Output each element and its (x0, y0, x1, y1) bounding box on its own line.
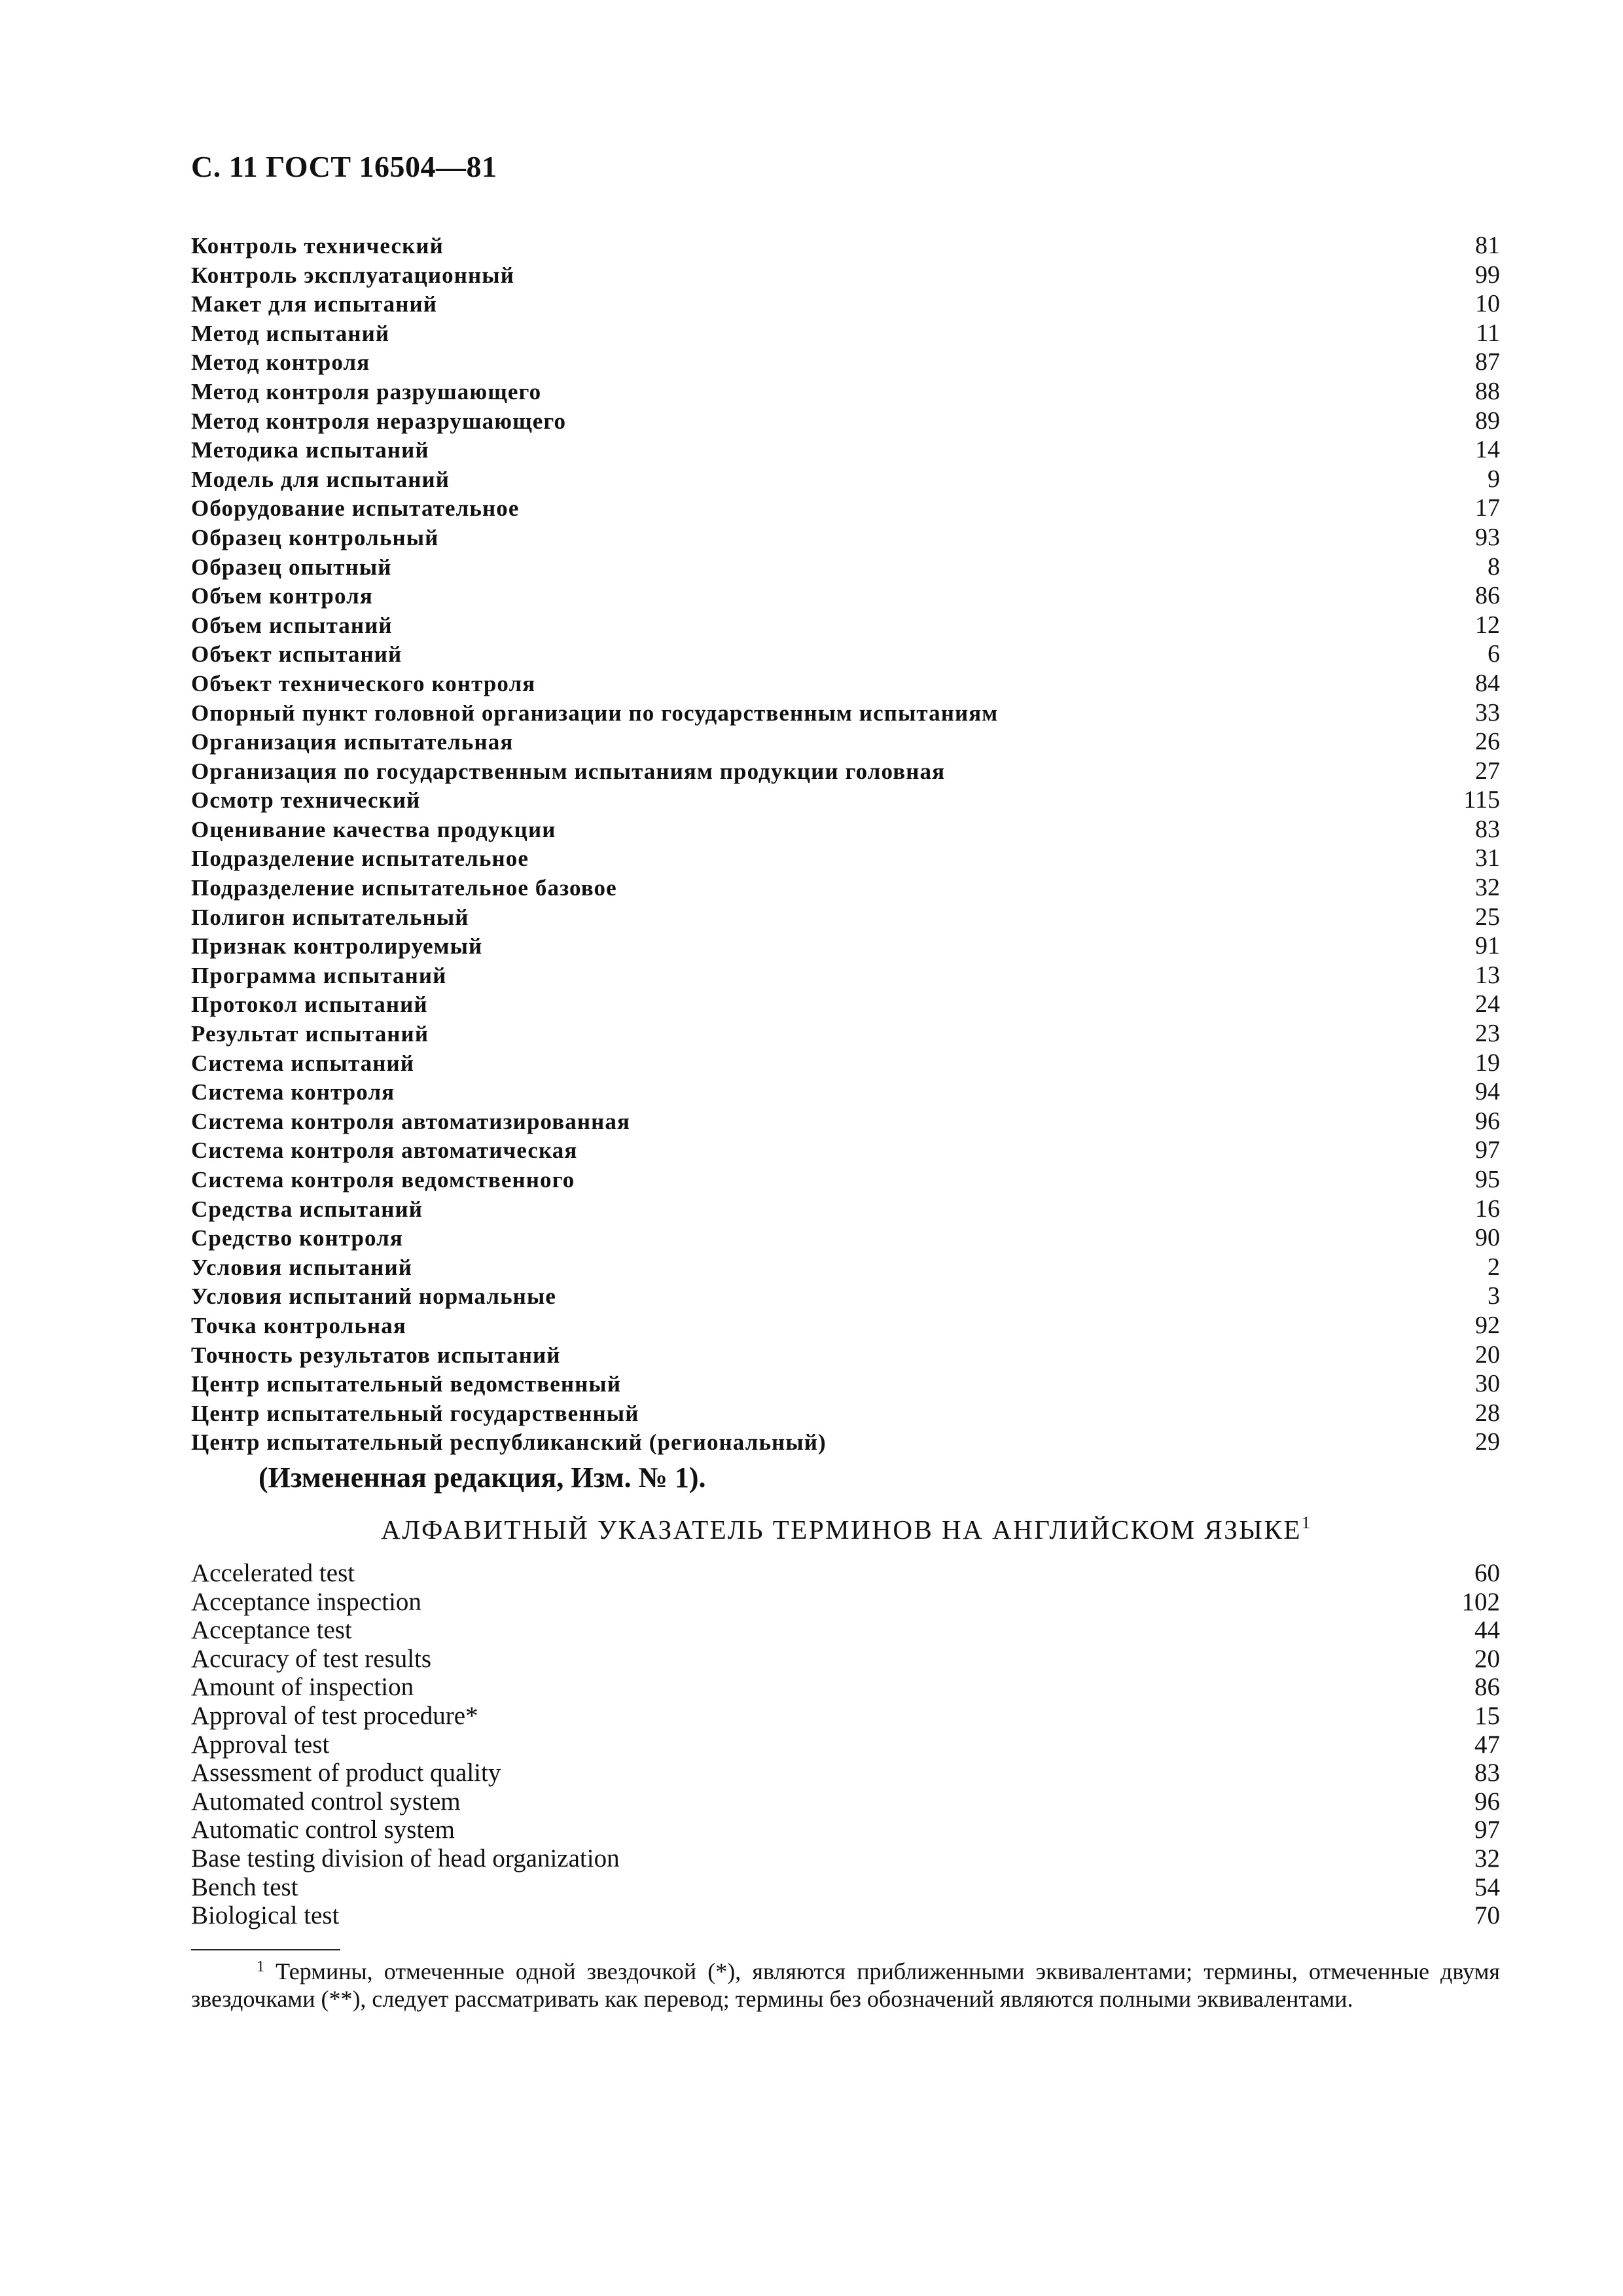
index-term-number: 10 (1475, 290, 1500, 318)
index-entry (191, 1223, 1500, 1253)
index-term: Система контроля (191, 1079, 395, 1105)
index-term-number: 11 (1476, 319, 1500, 347)
index-term: Опорный пункт головной организации по государственным испытаниям (191, 700, 999, 726)
index-term-number: 14 (1475, 436, 1500, 464)
index-term: Система испытаний (191, 1050, 415, 1076)
index-term: Bench test (191, 1873, 298, 1901)
index-term-number: 115 (1463, 786, 1500, 814)
index-entry (191, 1340, 1500, 1370)
index-entry (191, 1673, 1500, 1702)
index-term-number: 8 (1488, 552, 1500, 581)
index-term: Оборудование испытательное (191, 495, 520, 522)
index-entry (191, 611, 1500, 640)
index-entry (191, 727, 1500, 757)
index-entry (191, 1311, 1500, 1340)
index-term: Объем испытаний (191, 612, 393, 638)
index-entry (191, 1588, 1500, 1617)
index-entry (191, 289, 1500, 319)
index-entry (191, 552, 1500, 582)
index-entry (191, 961, 1500, 990)
index-term: Точность результатов испытаний (191, 1342, 561, 1368)
index-term: Центр испытательный государственный (191, 1400, 639, 1426)
index-entry (191, 1194, 1500, 1224)
index-term: Методика испытаний (191, 437, 429, 463)
index-term-number: 54 (1474, 1873, 1500, 1901)
footnote-reference-mark: 1 (1301, 1513, 1310, 1532)
index-term: Контроль эксплуатационный (191, 262, 514, 288)
index-term: Метод контроля неразрушающего (191, 408, 567, 434)
index-entry (191, 1427, 1500, 1457)
index-term-number: 13 (1475, 961, 1500, 989)
index-term-number: 93 (1475, 523, 1500, 551)
index-entry (191, 873, 1500, 903)
index-term: Модель для испытаний (191, 466, 450, 492)
index-entry (191, 757, 1500, 786)
index-term: Признак контролируемый (191, 933, 483, 960)
index-term: Контроль технический (191, 233, 444, 259)
english-index-title (191, 1513, 1500, 1545)
index-term-number: 88 (1475, 377, 1500, 405)
footnote-mark: 1 (257, 1958, 264, 1975)
index-entry (191, 1282, 1500, 1311)
index-term-number: 90 (1475, 1224, 1500, 1252)
index-entry (191, 903, 1500, 932)
index-term: Approval test (191, 1730, 330, 1759)
footnote-text: Термины, отмеченные одной звездочкой (*), являются приближенными эквивалентами; термины, отмеченные двумя звездочками (**), следует рассматривать как перевод; термины без обозначений являются полными эквивалентами. (191, 1958, 1500, 2012)
index-term-number: 97 (1474, 1816, 1500, 1844)
index-entry (191, 1787, 1500, 1816)
index-term: Условия испытаний нормальные (191, 1283, 557, 1310)
amendment-note: (Измененная редакция, Изм. № 1). (259, 1462, 706, 1494)
index-term: Точка контрольная (191, 1312, 406, 1338)
index-entry (191, 1136, 1500, 1165)
index-term: Организация по государственным испытаниям продукции головная (191, 758, 946, 784)
index-term: Средства испытаний (191, 1196, 423, 1222)
index-entry (191, 348, 1500, 377)
index-term: Amount of inspection (191, 1673, 414, 1702)
index-entry (191, 231, 1500, 260)
index-term-number: 17 (1475, 494, 1500, 522)
index-entry (191, 1077, 1500, 1107)
index-entry (191, 1731, 1500, 1759)
index-term-number: 2 (1488, 1253, 1500, 1281)
index-term-number: 28 (1475, 1399, 1500, 1427)
index-entry (191, 377, 1500, 406)
index-term: Центр испытательный республиканский (региональный) (191, 1429, 827, 1456)
index-term: Accuracy of test results (191, 1644, 432, 1673)
index-entry (191, 990, 1500, 1019)
index-entry (191, 319, 1500, 348)
index-term-number: 87 (1475, 348, 1500, 376)
index-entry (191, 1645, 1500, 1674)
index-term-number: 44 (1474, 1616, 1500, 1645)
index-term-number: 27 (1475, 757, 1500, 785)
index-entry (191, 523, 1500, 552)
index-term-number: 24 (1475, 990, 1500, 1018)
index-entry (191, 931, 1500, 961)
index-term-number: 86 (1474, 1673, 1500, 1702)
index-entry (191, 435, 1500, 465)
index-entry (191, 1616, 1500, 1645)
index-term: Средство контроля (191, 1225, 403, 1251)
index-term-number: 6 (1488, 640, 1500, 668)
index-entry (191, 1253, 1500, 1282)
index-term-number: 20 (1474, 1644, 1500, 1673)
index-entry (191, 1019, 1500, 1049)
index-term-number: 83 (1475, 815, 1500, 843)
index-term-number: 47 (1474, 1730, 1500, 1759)
index-term-number: 60 (1474, 1559, 1500, 1587)
index-term: Подразделение испытательное базовое (191, 875, 617, 901)
index-entry (191, 1165, 1500, 1194)
index-entry (191, 1702, 1500, 1731)
index-term-number: 96 (1474, 1787, 1500, 1816)
index-term: Acceptance test (191, 1616, 352, 1645)
index-term: Программа испытаний (191, 962, 447, 988)
index-entry (191, 1901, 1500, 1930)
index-term: Система контроля ведомственного (191, 1167, 575, 1193)
index-term-number: 86 (1475, 582, 1500, 610)
index-term-number: 9 (1488, 465, 1500, 493)
index-term-number: 15 (1474, 1701, 1500, 1730)
index-term-number: 32 (1475, 874, 1500, 902)
index-term-number: 92 (1475, 1311, 1500, 1339)
index-term-number: 33 (1475, 698, 1500, 726)
index-term: Центр испытательный ведомственный (191, 1371, 622, 1397)
index-term-number: 16 (1475, 1194, 1500, 1223)
index-term-number: 31 (1475, 844, 1500, 872)
index-term: Организация испытательная (191, 729, 514, 755)
index-entry (191, 639, 1500, 669)
index-term: Система контроля автоматизированная (191, 1108, 631, 1134)
index-term: Результат испытаний (191, 1021, 429, 1047)
index-term: Образец контрольный (191, 524, 439, 550)
index-term: Подразделение испытательное (191, 846, 529, 872)
index-term: Approval of test procedure* (191, 1701, 478, 1730)
index-entry (191, 1399, 1500, 1428)
index-entry (191, 815, 1500, 844)
index-term-number: 12 (1475, 611, 1500, 639)
index-entry (191, 785, 1500, 815)
index-term: Acceptance inspection (191, 1587, 421, 1616)
index-term: Полигон испытательный (191, 904, 469, 930)
index-term-number: 30 (1475, 1370, 1500, 1398)
index-term-number: 26 (1475, 728, 1500, 756)
index-term: Automatic control system (191, 1816, 455, 1844)
index-term: Biological test (191, 1901, 340, 1930)
index-entry (191, 1816, 1500, 1844)
english-index-title-text: АЛФАВИТНЫЙ УКАЗАТЕЛЬ ТЕРМИНОВ НА АНГЛИЙСКОМ ЯЗЫКЕ (381, 1515, 1302, 1545)
index-term: Объект технического контроля (191, 670, 536, 696)
index-term: Assessment of product quality (191, 1759, 501, 1787)
index-term-number: 89 (1475, 406, 1500, 435)
index-term: Объект испытаний (191, 641, 402, 668)
index-term-number: 94 (1475, 1078, 1500, 1106)
index-term-number: 91 (1475, 932, 1500, 960)
index-term-number: 81 (1475, 232, 1500, 259)
index-term-number: 29 (1475, 1428, 1500, 1456)
index-term: Условия испытаний (191, 1254, 412, 1280)
index-entry (191, 1049, 1500, 1078)
index-term-number: 70 (1474, 1901, 1500, 1930)
index-entry (191, 1873, 1500, 1902)
index-entry (191, 406, 1500, 436)
index-entry (191, 844, 1500, 873)
index-entry (191, 1844, 1500, 1873)
index-entry (191, 1759, 1500, 1787)
index-term-number: 83 (1474, 1759, 1500, 1787)
index-term: Объем контроля (191, 583, 373, 609)
index-term: Протокол испытаний (191, 992, 428, 1018)
index-term: Метод испытаний (191, 320, 390, 346)
index-term-number: 95 (1475, 1166, 1500, 1193)
index-term-number: 23 (1475, 1020, 1500, 1048)
index-term-number: 96 (1475, 1107, 1500, 1135)
index-entry (191, 493, 1500, 523)
index-entry (191, 581, 1500, 611)
index-term: Automated control system (191, 1787, 461, 1816)
index-term-number: 99 (1475, 260, 1500, 289)
index-term-number: 102 (1461, 1587, 1500, 1616)
index-entry (191, 669, 1500, 698)
index-term-number: 97 (1475, 1136, 1500, 1164)
index-term: Метод контроля (191, 350, 370, 376)
index-term: Accelerated test (191, 1559, 355, 1587)
index-term: Макет для испытаний (191, 291, 438, 317)
index-term: Система контроля автоматическая (191, 1138, 578, 1164)
index-entry (191, 465, 1500, 494)
index-term-number: 19 (1475, 1049, 1500, 1077)
index-term: Метод контроля разрушающего (191, 378, 542, 404)
index-term: Образец опытный (191, 554, 392, 580)
index-term-number: 3 (1488, 1282, 1500, 1310)
index-entry (191, 1107, 1500, 1136)
english-term-index (191, 1559, 1500, 1930)
index-term-number: 84 (1475, 669, 1500, 697)
index-entry (191, 698, 1500, 728)
index-entry (191, 1559, 1500, 1588)
index-term: Оценивание качества продукции (191, 816, 556, 842)
page-header: С. 11 ГОСТ 16504—81 (191, 150, 497, 183)
index-entry (191, 1369, 1500, 1399)
index-entry (191, 260, 1500, 290)
footnote-separator (191, 1949, 340, 1950)
index-term: Base testing division of head organization (191, 1844, 620, 1873)
index-term: Осмотр технический (191, 787, 421, 814)
index-term-number: 32 (1474, 1844, 1500, 1873)
footnote (191, 1953, 1500, 2013)
index-term-number: 20 (1475, 1340, 1500, 1369)
russian-term-index (191, 231, 1500, 1457)
index-term-number: 25 (1475, 903, 1500, 931)
